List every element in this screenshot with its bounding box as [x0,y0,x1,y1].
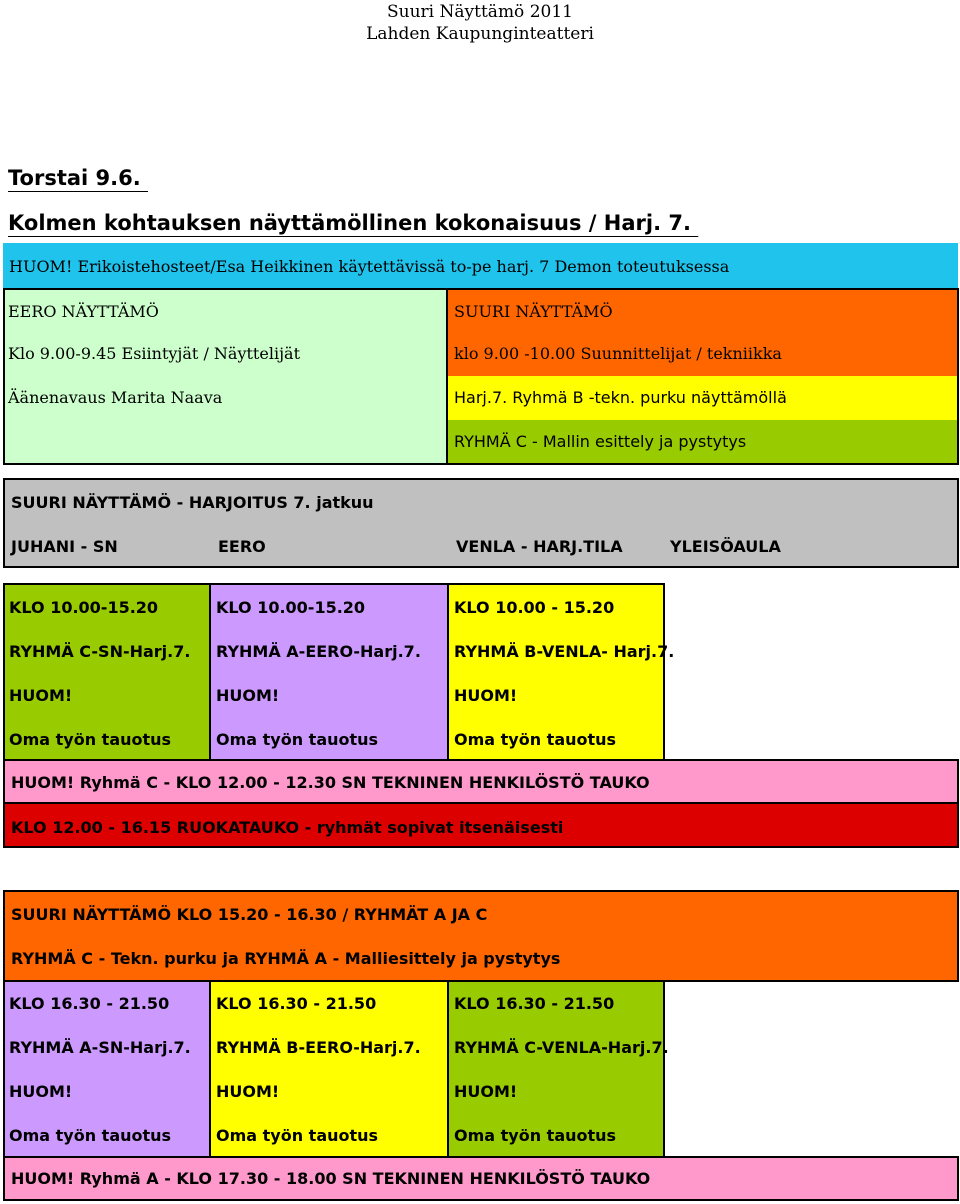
location-eero: EERO [218,537,266,556]
block1-col-venla [447,583,675,761]
eero-stage-title: EERO NÄYTTÄMÖ [8,302,159,321]
header-line-2: Lahden Kaupunginteatteri [366,24,594,44]
block1-venla-huom: HUOM! [454,686,518,705]
break-c-bar [3,759,959,804]
lunch-text: KLO 12.00 - 16.15 RUOKATAUKO - ryhmät sopivat itsenäisesti [11,818,564,837]
suuri-stage-group-c: RYHMÄ C - Mallin esittely ja pystytys [454,432,747,451]
block2-sn-time: KLO 16.30 - 21.50 [9,994,170,1013]
block2-eero-huom: HUOM! [216,1082,280,1101]
notice-text: HUOM! Erikoistehosteet/Esa Heikkinen käytettävissä to-pe harj. 7 Demon toteutuksessa [9,257,730,276]
block2-sn-group: RYHMÄ A-SN-Harj.7. [9,1038,191,1057]
block1-eero-group: RYHMÄ A-EERO-Harj.7. [216,642,421,661]
block1-col-eero [209,583,449,761]
block1-venla-note: Oma työn tauotus [454,730,617,749]
header-line-1: Suuri Näyttämö 2011 [387,2,573,22]
break-a-text: HUOM! Ryhmä A - KLO 17.30 - 18.00 SN TEKNINEN HENKILÖSTÖ TAUKO [11,1169,651,1188]
block2-eero-note: Oma työn tauotus [216,1126,379,1145]
block2-eero-time: KLO 16.30 - 21.50 [216,994,377,1013]
notice-bar [3,243,958,289]
block1-sn-group: RYHMÄ C-SN-Harj.7. [9,642,191,661]
block2-eero-group: RYHMÄ B-EERO-Harj.7. [216,1038,421,1057]
block1-eero-note: Oma työn tauotus [216,730,379,749]
day-title: Torstai 9.6. [8,166,149,190]
suuri-stage-harj: Harj.7. Ryhmä B -tekn. purku näyttämöllä [454,388,787,407]
block2-col-venla [447,980,669,1158]
block2-col-sn [3,980,211,1158]
block1-sn-note: Oma työn tauotus [9,730,172,749]
block2-venla-huom: HUOM! [454,1082,518,1101]
suuri-stage-time: klo 9.00 -10.00 Suunnittelijat / tekniikka [454,344,782,363]
location-juhani: JUHANI - SN [11,537,118,556]
rehearsal-box [3,478,959,568]
block1-eero-time: KLO 10.00-15.20 [216,598,366,617]
break-c-text: HUOM! Ryhmä C - KLO 12.00 - 12.30 SN TEKNINEN HENKILÖSTÖ TAUKO [11,773,650,792]
location-venla: VENLA - HARJ.TILA [456,537,623,556]
block1-col-sn [3,583,211,761]
block2-col-eero [209,980,449,1158]
block2-venla-time: KLO 16.30 - 21.50 [454,994,615,1013]
block1-venla-group: RYHMÄ B-VENLA- Harj.7. [454,642,675,661]
block1-sn-huom: HUOM! [9,686,73,705]
rehearsal-title: SUURI NÄYTTÄMÖ - HARJOITUS 7. jatkuu [11,493,374,512]
block2-venla-group: RYHMÄ C-VENLA-Harj.7. [454,1038,669,1057]
evening-line: RYHMÄ C - Tekn. purku ja RYHMÄ A - Malliesittely ja pystytys [11,949,561,968]
evening-title: SUURI NÄYTTÄMÖ KLO 15.20 - 16.30 / RYHMÄT A JA C [11,905,488,924]
location-yleisoaula: YLEISÖAULA [670,537,781,556]
evening-box [3,890,959,982]
subtitle: Kolmen kohtauksen näyttämöllinen kokonaisuus / Harj. 7. [8,211,699,235]
stage-divider [446,290,448,464]
block2-sn-huom: HUOM! [9,1082,73,1101]
block2-venla-note: Oma työn tauotus [454,1126,617,1145]
block1-eero-huom: HUOM! [216,686,280,705]
block1-venla-time: KLO 10.00 - 15.20 [454,598,615,617]
block1-sn-time: KLO 10.00-15.20 [9,598,159,617]
block2-sn-note: Oma työn tauotus [9,1126,172,1145]
eero-stage-sound: Äänenavaus Marita Naava [8,388,223,407]
suuri-stage-title: SUURI NÄYTTÄMÖ [454,302,613,321]
lunch-bar [3,802,959,848]
break-a-bar [3,1156,959,1201]
eero-stage-time: Klo 9.00-9.45 Esiintyjät / Näyttelijät [8,344,300,363]
